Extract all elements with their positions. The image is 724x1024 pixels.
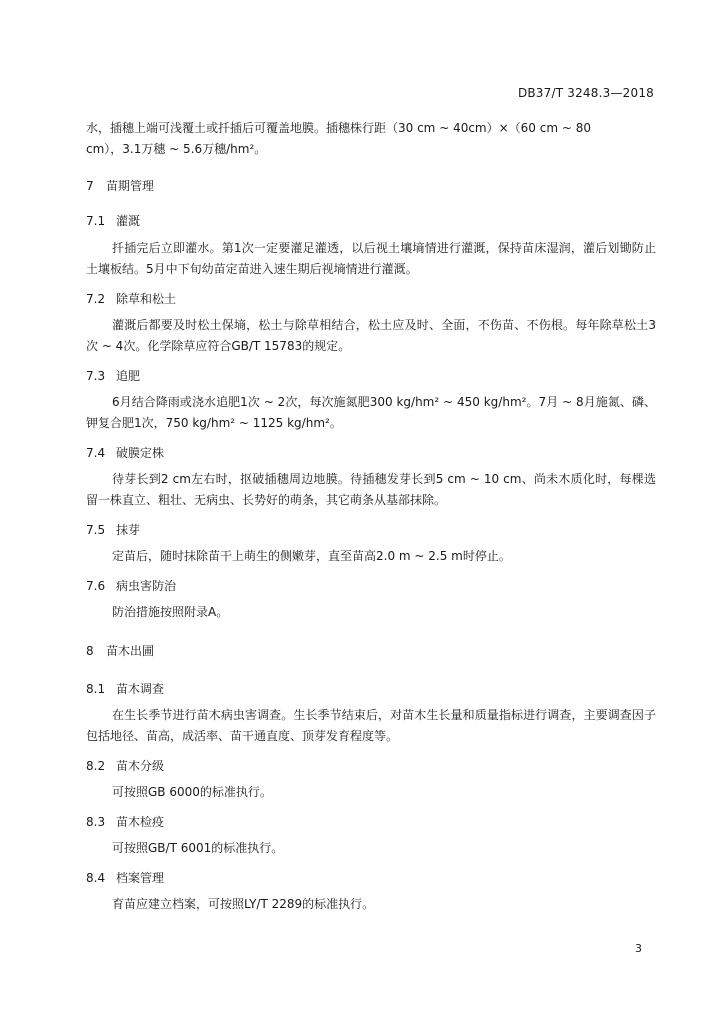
- section-number: 7.5: [86, 523, 106, 537]
- section-title: 苗木检疫: [116, 815, 165, 829]
- section-number: 8.3: [86, 815, 106, 829]
- section-8-1-text: 在生长季节进行苗木病虫害调查。生长季节结束后，对苗木生长量和质量指标进行调查，主要调查因子包括地径、苗高，成活率、苗干通直度、顶芽发育程度等。: [86, 708, 656, 743]
- section-7-5-heading: [86, 521, 140, 538]
- section-number: 8.1: [86, 682, 106, 696]
- section-7-4-heading: [86, 444, 164, 461]
- section-8-3-heading: [86, 813, 164, 830]
- section-title: 除草和松土: [116, 292, 177, 306]
- intro-line-1: 水，插穗上端可浅覆土或扦插后可覆盖地膜。插穗株行距（30 cm ~ 40cm）×（60 cm ~ 80: [86, 121, 591, 135]
- section-7-3-heading: [86, 367, 140, 384]
- section-title: 苗木分级: [116, 759, 165, 773]
- section-number: 7.6: [86, 579, 106, 593]
- page-number: 3: [635, 942, 642, 955]
- section-title: 破膜定株: [116, 446, 165, 460]
- standard-code: DB37/T 3248.3—2018: [517, 86, 654, 100]
- section-title: 苗木调查: [116, 682, 165, 696]
- intro-line-2: cm），3.1万穗 ~ 5.6万穗/hm²。: [86, 142, 267, 156]
- section-7-2-text: 灌溉后都要及时松土保墒，松土与除草相结合，松土应及时、全面，不伤苗、不伤根。每年除草松土3次 ~ 4次。化学除草应符合GB/T 15783的规定。: [86, 318, 656, 353]
- section-8-4-text: 育苗应建立档案，可按照LY/T 2289的标准执行。: [112, 897, 375, 911]
- section-number: 7.1: [86, 214, 106, 228]
- section-number: 8.4: [86, 871, 106, 885]
- section-number: 8.2: [86, 759, 106, 773]
- section-7-4-text: 待芽长到2 cm左右时，抠破插穗周边地膜。待插穗发芽长到5 cm ~ 10 cm、尚未木质化时，每棵选留一株直立、粗壮、无病虫、长势好的萌条，其它萌条从基部抹除。: [86, 472, 656, 507]
- section-7-2-heading: [86, 290, 176, 307]
- section-number: 7.3: [86, 369, 106, 383]
- section-7-6-heading: [86, 577, 176, 594]
- section-number: 7.4: [86, 446, 106, 460]
- section-8-3-text: 可按照GB/T 6001的标准执行。: [112, 841, 284, 855]
- section-8-heading: [86, 642, 154, 659]
- section-title: 苗木出圃: [106, 644, 155, 658]
- section-title: 追肥: [116, 369, 141, 383]
- section-7-5-text: 定苗后，随时抹除苗干上萌生的侧嫩芽，直至苗高2.0 m ~ 2.5 m时停止。: [112, 549, 511, 563]
- intro-paragraph: [86, 118, 656, 160]
- section-7-1-text: 扦插完后立即灌水。第1次一定要灌足灌透，以后视土壤墒情进行灌溉，保持苗床湿润，灌后划锄防止土壤板结。5月中下旬幼苗定苗进入速生期后视墒情进行灌溉。: [86, 241, 656, 276]
- section-title: 灌溉: [116, 214, 141, 228]
- section-7-1-heading: [86, 212, 140, 229]
- section-title: 抹芽: [116, 523, 141, 537]
- section-8-2-text: 可按照GB 6000的标准执行。: [112, 785, 272, 799]
- section-7-6-text: 防治措施按照附录A。: [112, 605, 229, 619]
- section-number: 7: [86, 179, 94, 193]
- section-8-1-heading: [86, 680, 164, 697]
- section-title: 病虫害防治: [116, 579, 177, 593]
- section-8-2-heading: [86, 757, 164, 774]
- section-7-3-text: 6月结合降雨或浇水追肥1次 ~ 2次，每次施氮肥300 kg/hm² ~ 450 kg/hm²。7月 ~ 8月施氮、磷、钾复合肥1次，750 kg/hm² ~ 1125 kg/hm²。: [86, 395, 656, 430]
- section-number: 7.2: [86, 292, 106, 306]
- section-title: 苗期管理: [106, 179, 155, 193]
- section-number: 8: [86, 644, 94, 658]
- section-7-heading: [86, 177, 154, 194]
- section-8-4-heading: [86, 869, 164, 886]
- section-title: 档案管理: [116, 871, 165, 885]
